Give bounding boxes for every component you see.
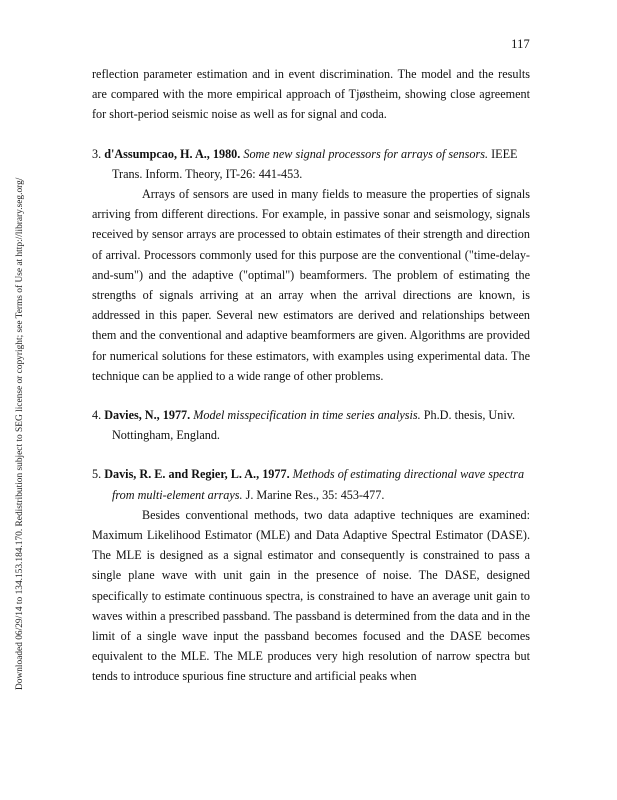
entry-authors: d'Assumpcao, H. A., 1980. bbox=[104, 146, 241, 161]
citation bbox=[92, 464, 530, 504]
entry-authors: Davis, R. E. and Regier, L. A., 1977. bbox=[104, 467, 290, 482]
entry-authors: Davies, N., 1977. bbox=[104, 408, 191, 423]
entry-number: 3. bbox=[92, 146, 102, 161]
citation bbox=[92, 144, 530, 184]
entry-number: 5. bbox=[92, 467, 102, 482]
reference-entry-3 bbox=[92, 144, 530, 386]
entry-source: J. Marine Res., 35: 453-477. bbox=[245, 487, 385, 502]
entry-number: 4. bbox=[92, 408, 102, 423]
entry-source: Ph.D. thesis, Univ. Nottingham, England. bbox=[112, 408, 516, 443]
entry-title: Some new signal processors for arrays of sensors. bbox=[243, 146, 489, 161]
citation bbox=[92, 405, 530, 445]
entry-source: IEEE Trans. Inform. Theory, IT-26: 441-453. bbox=[112, 146, 518, 181]
page-number: 117 bbox=[511, 37, 530, 51]
intro-paragraph: reflection parameter estimation and in event discrimination. The model and the results are compared with the more empirical approach of Tjøstheim, showing close agreement for short-period seismic noise as well as for signal and coda. bbox=[92, 67, 530, 122]
page-content bbox=[92, 64, 530, 687]
download-notice: Downloaded 06/29/14 to 134.153.184.170. Redistribution subject to SEG license or copyright; see Terms of Use at http://library.seg.org/ bbox=[15, 177, 25, 690]
entry-title: Methods of estimating directional wave spectra from multi-element arrays. bbox=[112, 467, 525, 502]
entry-abstract: Besides conventional methods, two data adaptive techniques are examined: Maximum Likelihood Estimator (MLE) and Data Adaptive Spectral Estimator (DASE). The MLE is designed as a signal estimator and consequently is constrained to pass a single plane wave with unit gain in the presence of noise. The DASE, designed specifically to estimate continuous spectra, is constrained to have an average unit gain to waves within a prescribed passband. The passband is determined from the data and in the limit of a single wave input the passband becomes focused and the DASE becomes equivalent to the MLE. The MLE produces very high resolution of narrow spectra but tends to introduce spurious fine structure and artificial peaks when bbox=[92, 507, 530, 684]
entry-abstract: Arrays of sensors are used in many fields to measure the properties of signals arriving from different directions. For example, in passive sonar and seismology, signals received by sensor arrays are processed to obtain estimates of their strength and direction of arrival. Processors commonly used for this purpose are the conventional ("time-delay-and-sum") and the adaptive ("optimal") beamformers. The problem of estimating the strengths of signals arriving at an array when the arrival directions are known, is addressed in this paper. Several new estimators are derived and relationships between them and the conventional and adaptive beamformers are given. Algorithms are provided for numerical solutions for these estimators, with examples using experimental data. The technique can be applied to a wide range of other problems. bbox=[92, 187, 530, 383]
reference-entry-5 bbox=[92, 464, 530, 686]
entry-title: Model misspecification in time series analysis. bbox=[193, 408, 421, 423]
reference-entry-4 bbox=[92, 405, 530, 445]
